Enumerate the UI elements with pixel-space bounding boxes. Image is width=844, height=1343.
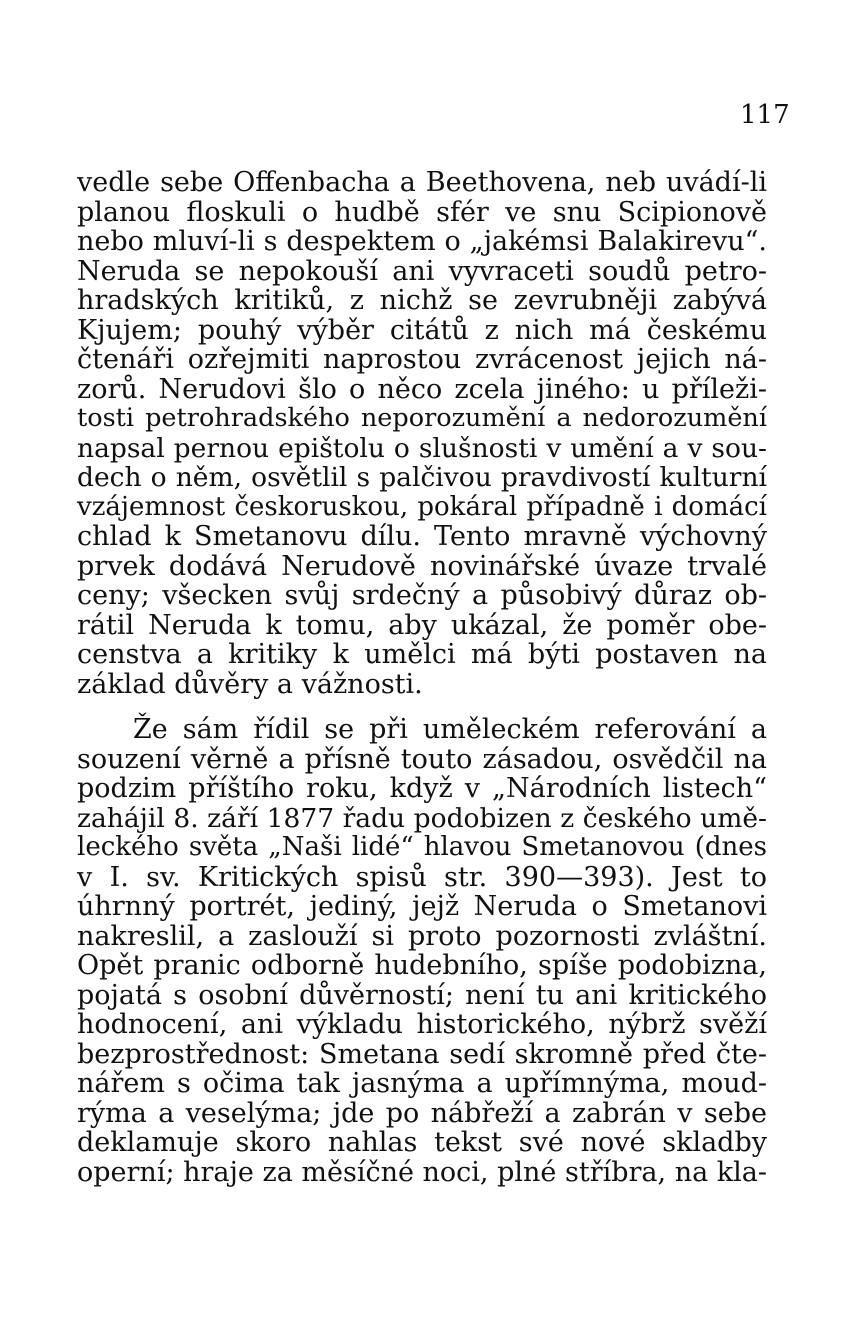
text-line: zorů. Nerudovi šlo o něco zcela jiného: u příleži- [77,373,767,405]
paragraph-2 [77,715,767,1187]
text-line: planou floskuli o hudbě sfér ve snu Scipionově [77,196,767,228]
text-line: prvek dodává Nerudově novinářské úvaze trvalé [77,550,767,582]
text-line: v I. sv. Kritických spisů str. 390—393). Jest to [77,861,767,893]
text-line: nebo mluví-li s despektem o „jakémsi Balakirevu“. [77,226,767,257]
body-text [77,168,767,1187]
text-line: operní; hraje za měsíčné noci, plné stříbra, na kla- [77,1156,767,1188]
text-line: dech o něm, osvětlil s palčivou pravdivostí kulturní [77,462,767,493]
text-line: Kjujem; pouhý výběr citátů z nich má českému [77,314,767,346]
text-line: ceny; všecken svůj srdečný a působivý důraz ob- [77,580,767,611]
text-line: bezprostřednost: Smetana sedí skromně před čte- [77,1038,767,1070]
text-line: zahájil 8. září 1877 řadu podobizen z českého umě- [77,802,767,834]
text-line: Že sám řídil se při uměleckém referování a [133,714,767,745]
text-line: základ důvěry a vážnosti. [77,668,423,700]
text-line: leckého světa „Naši lidé“ hlavou Smetanovou (dnes [77,832,767,862]
page-number: 117 [740,100,790,130]
text-line: Opět pranic odborně hudebního, spíše podobizna, [77,950,767,981]
text-line: Neruda se nepokouší ani vyvraceti soudů petro- [77,255,767,287]
paragraph-1 [77,168,767,699]
text-line: hradských kritiků, z nichž se zevrubněji zabývá [77,285,767,316]
paragraph-gap [77,699,767,715]
text-line: úhrnný portrét, jediný, jejž Neruda o Smetanovi [77,891,767,922]
text-line: censtva a kritiky k umělci má býti postaven na [77,639,767,670]
text-line: vzájemnost českoruskou, pokáral případně i domácí [77,491,767,522]
text-line: pojatá s osobní důvěrností; není tu ani kritického [77,979,767,1011]
text-line: nakreslil, a zaslouží si proto pozornosti zvláštní. [77,920,767,952]
text-line: tosti petrohradského neporozumění a nedorozumění [77,403,767,433]
text-line: napsal pernou epištolu o slušnosti v umění a v sou- [77,432,767,464]
text-line: hodnocení, ani výkladu historického, nýbrž svěží [77,1009,767,1040]
text-line: čtenáři ozřejmiti naprostou zvrácenost jejich ná- [77,344,767,375]
text-line: podzim příštího roku, když v „Národních listech“ [77,773,767,804]
text-line: chlad k Smetanovu dílu. Tento mravně výchovný [77,521,767,552]
text-line: deklamuje skoro nahlas tekst své nové skladby [77,1127,767,1158]
text-line: rátil Neruda k tomu, aby ukázal, že poměr obe- [77,609,767,641]
text-line: vedle sebe Offenbacha a Beethovena, neb uvádí-li [77,167,767,198]
text-line: nářem s očima tak jasnýma a upřímnýma, moud- [77,1068,767,1099]
text-line: souzení věrně a přísně touto zásadou, osvědčil na [77,743,767,775]
text-line: rýma a veselýma; jde po nábřeží a zabrán v sebe [77,1097,767,1129]
